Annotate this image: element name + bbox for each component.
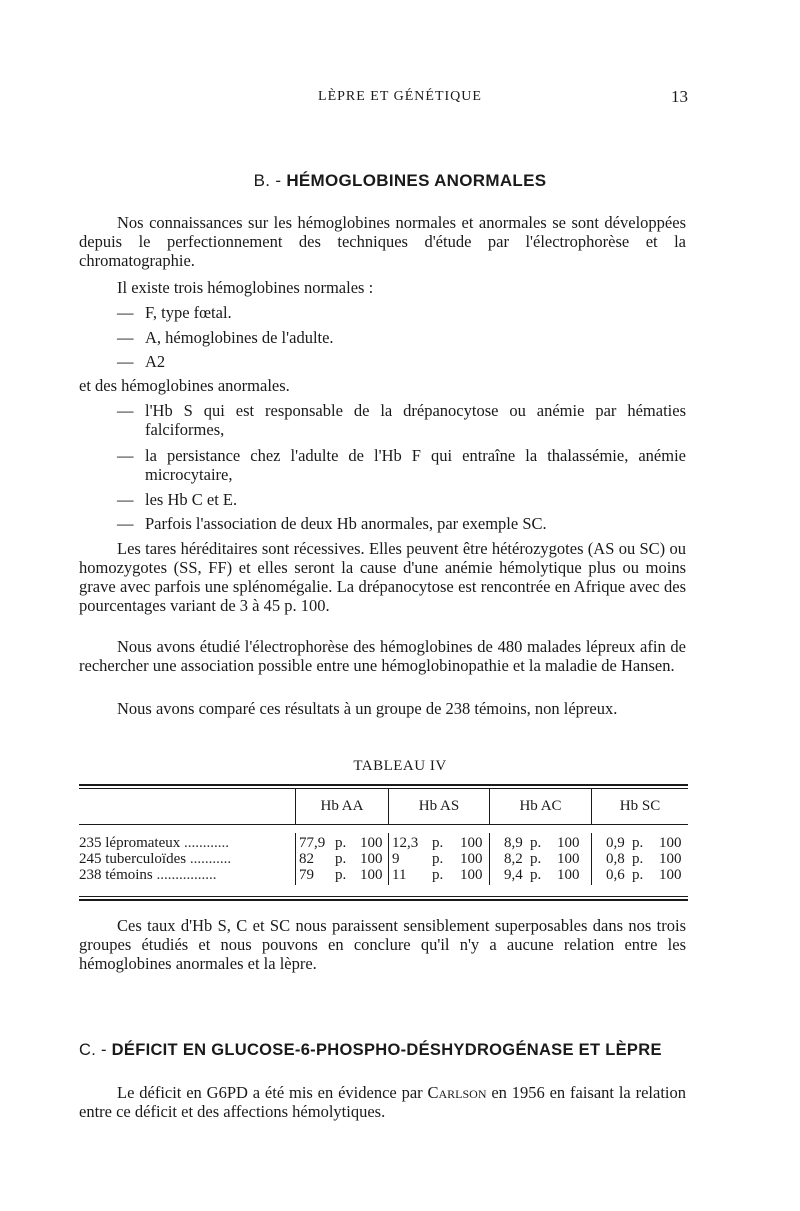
section-c-letter: C. - xyxy=(79,1041,107,1059)
table-caption: TABLEAU IV xyxy=(353,758,447,774)
author-name: Carlson xyxy=(427,1083,487,1102)
list-dash: — xyxy=(117,401,134,420)
paragraph-conclusion: Ces taux d'Hb S, C et SC nous paraissent sensiblement superposables dans nos trois groupes étudiés et nous pouvons en conclure qu'il n'y a aucune relation entre les hémoglobines anormales et la lèpre. xyxy=(79,916,686,973)
data-table xyxy=(79,789,688,897)
paragraph-intro: Nos connaissances sur les hémoglobines normales et anormales se sont développées depuis le perfectionnement des techniques d'étude par l'électrophorèse et la chromatographie. xyxy=(79,213,686,270)
table-cell: 8,9 xyxy=(504,835,523,851)
table-row-label: 238 témoins ................ xyxy=(79,867,217,883)
table-cell-unit: p. xyxy=(335,851,347,867)
paragraph-abnormal-intro: et des hémoglobines anormales. xyxy=(79,376,290,395)
section-b-title: HÉMOGLOBINES ANORMALES xyxy=(286,171,547,190)
table-cell: 0,8 xyxy=(606,851,625,867)
table-cell-base: 100 xyxy=(360,835,383,851)
table-cell-unit: p. xyxy=(432,835,444,851)
table-cell-base: 100 xyxy=(557,851,580,867)
table-cell-unit: p. xyxy=(530,835,542,851)
table-cell-base: 100 xyxy=(460,851,483,867)
section-c-heading xyxy=(79,1041,719,1060)
table-cell-base: 100 xyxy=(460,835,483,851)
list-item: — la persistance chez l'adulte de l'Hb F qui entraîne la thalassémie, anémie microcytaire, xyxy=(117,446,686,484)
column-divider xyxy=(591,833,592,885)
table-cell-base: 100 xyxy=(659,835,682,851)
list-item: — l'Hb S qui est responsable de la drépanocytose ou anémie par hématies falciformes, xyxy=(117,401,686,439)
table-cell-base: 100 xyxy=(659,851,682,867)
running-head xyxy=(0,87,800,109)
table-cell: 8,2 xyxy=(504,851,523,867)
table-cell: 0,9 xyxy=(606,835,625,851)
table-cell: 12,3 xyxy=(392,835,419,851)
table-cell: 11 xyxy=(392,867,407,883)
paragraph-tares: Les tares héréditaires sont récessives. Elles peuvent être hétérozygotes (AS ou SC) ou homozygotes (SS, FF) et elles seront la cause d'une anémie hémolytique plus ou moins grave avec parfois une splénomégalie. La drépanocytose est rencontrée en Afrique avec des pourcentages variant de 3 à 45 p. 100. xyxy=(79,539,686,615)
table-row-label: 245 tuberculoïdes ........... xyxy=(79,851,232,867)
list-dash: — xyxy=(117,514,134,533)
list-item: — les Hb C et E. xyxy=(117,490,238,509)
table-rule-bottom-thick xyxy=(79,899,688,901)
list-item: — A2 xyxy=(117,352,166,371)
column-header: Hb SC xyxy=(619,798,661,814)
table-cell-base: 100 xyxy=(360,851,383,867)
page-number: 13 xyxy=(671,87,688,106)
table-cell-base: 100 xyxy=(557,835,580,851)
table-cell-unit: p. xyxy=(432,851,444,867)
table-cell: 77,9 xyxy=(299,835,326,851)
table-cell: 9,4 xyxy=(504,867,523,883)
list-item: — Parfois l'association de deux Hb anormales, par exemple SC. xyxy=(117,514,547,533)
list-dash: — xyxy=(117,303,134,322)
table-cell-unit: p. xyxy=(530,867,542,883)
table-cell: 82 xyxy=(299,851,314,867)
table-cell-base: 100 xyxy=(557,867,580,883)
column-header: Hb AA xyxy=(320,798,364,814)
table-row-label: 235 lépromateux ............ xyxy=(79,835,229,851)
paragraph-compare: Nous avons comparé ces résultats à un groupe de 238 témoins, non lépreux. xyxy=(117,699,618,718)
table-cell: 0,6 xyxy=(606,867,625,883)
column-divider xyxy=(295,833,296,885)
column-divider xyxy=(388,833,389,885)
table-cell-base: 100 xyxy=(360,867,383,883)
paragraph-etude: Nous avons étudié l'électrophorèse des hémoglobines de 480 malades lépreux afin de rechercher une association possible entre une hémoglobinopathie et la maladie de Hansen. xyxy=(79,637,686,675)
column-header: Hb AS xyxy=(418,798,460,814)
list-item: — F, type fœtal. xyxy=(117,303,232,322)
table-cell-unit: p. xyxy=(335,867,347,883)
table-cell-unit: p. xyxy=(335,835,347,851)
column-header: Hb AC xyxy=(519,798,562,814)
table-cell: 9 xyxy=(392,851,400,867)
table-cell-unit: p. xyxy=(530,851,542,867)
list-dash: — xyxy=(117,490,134,509)
paragraph-normal-intro: Il existe trois hémoglobines normales : xyxy=(117,278,374,297)
list-dash: — xyxy=(117,328,134,347)
table-cell-base: 100 xyxy=(460,867,483,883)
table-cell-unit: p. xyxy=(632,867,644,883)
table-cell-unit: p. xyxy=(632,851,644,867)
list-dash: — xyxy=(117,446,134,465)
section-c-title: DÉFICIT EN GLUCOSE-6-PHOSPHO-DÉSHYDROGÉNASE ET LÈPRE xyxy=(111,1041,662,1059)
table-cell-unit: p. xyxy=(432,867,444,883)
section-b-letter: B. - xyxy=(253,171,282,190)
table-cell: 79 xyxy=(299,867,314,883)
table-cell-base: 100 xyxy=(659,867,682,883)
paragraph-g6pd: Le déficit en G6PD a été mis en évidence par Carlson en 1956 en faisant la relation entre ce déficit et des affections hémolytiques. xyxy=(79,1083,686,1121)
list-item: — A, hémoglobines de l'adulte. xyxy=(117,328,334,347)
running-title: LÈPRE ET GÉNÉTIQUE xyxy=(318,89,482,104)
table-cell-unit: p. xyxy=(632,835,644,851)
list-dash: — xyxy=(117,352,134,371)
table-rule-top xyxy=(79,784,688,786)
section-b-heading xyxy=(0,171,800,191)
column-divider xyxy=(489,833,490,885)
